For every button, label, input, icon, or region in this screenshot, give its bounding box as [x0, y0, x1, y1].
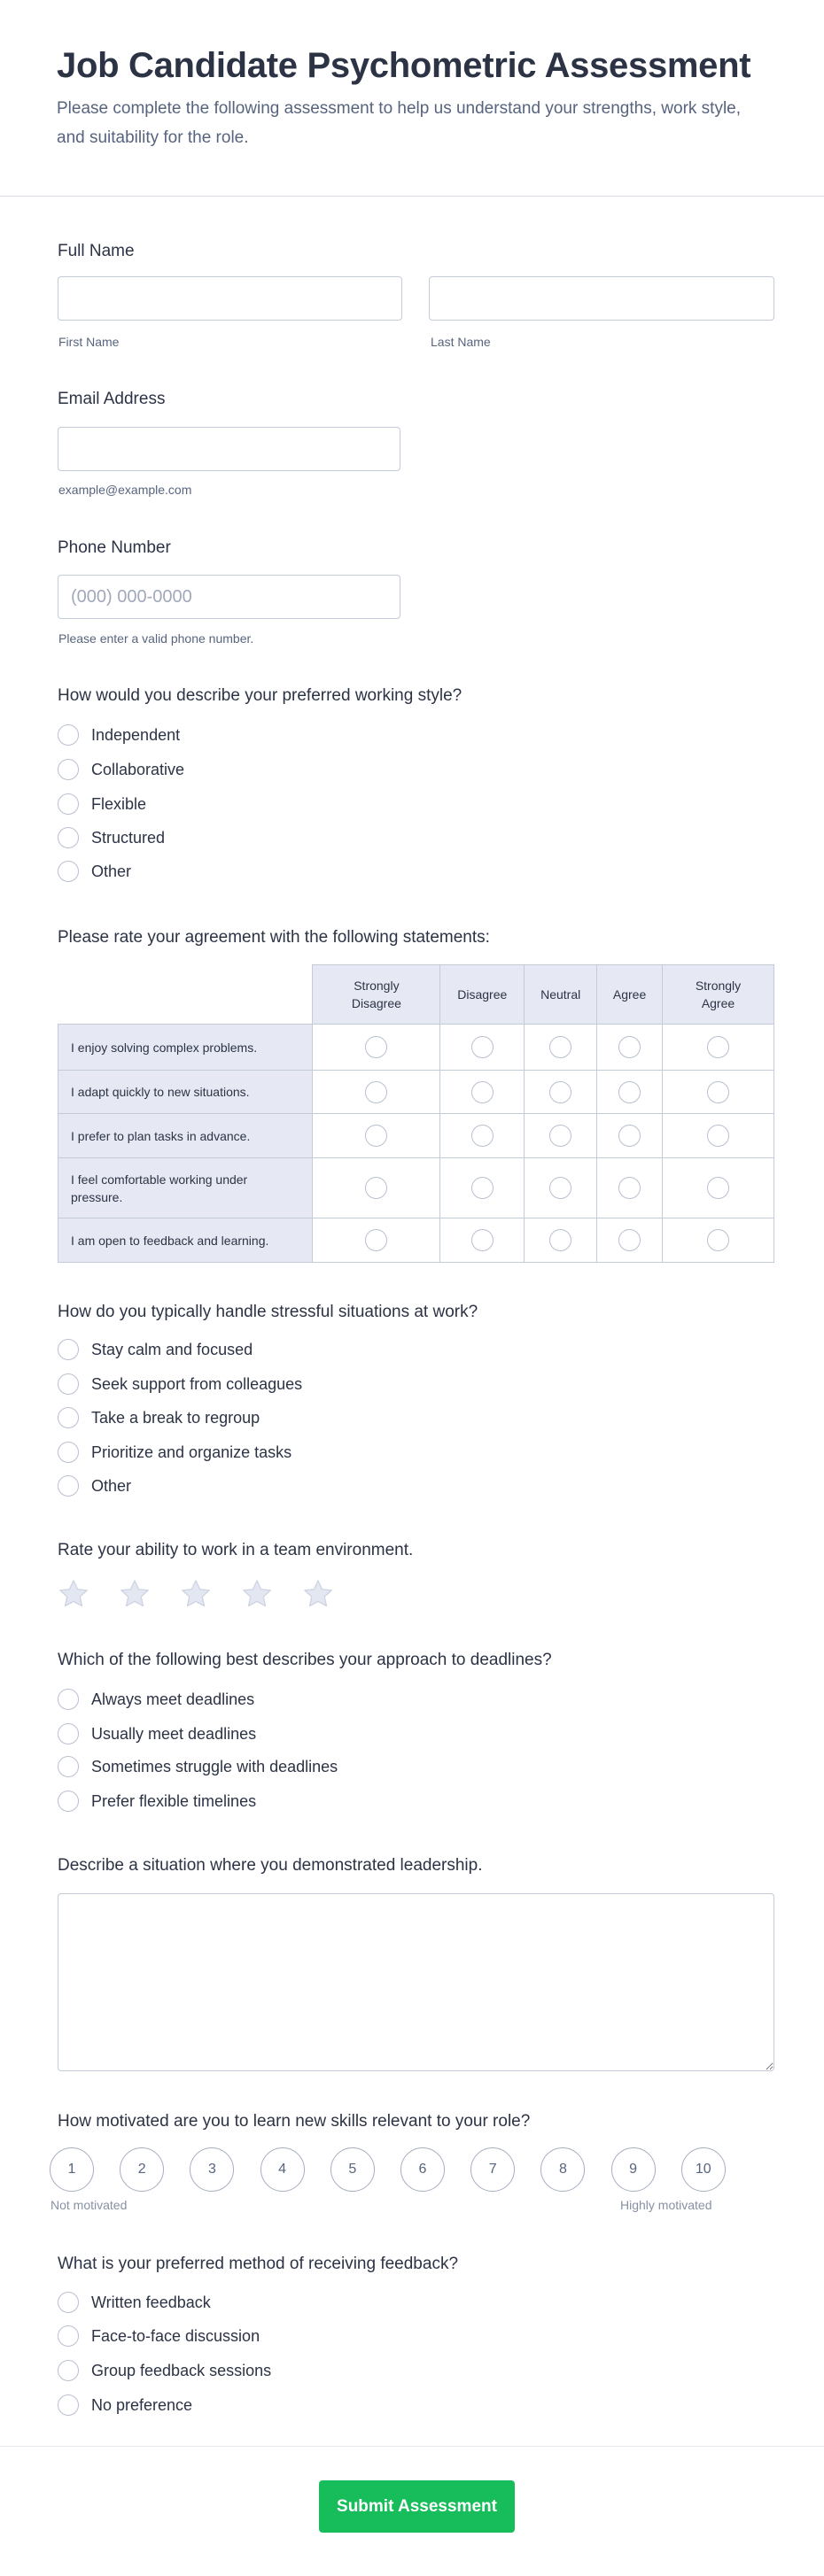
radio-button[interactable]: [707, 1125, 729, 1147]
star-icon[interactable]: [179, 1577, 213, 1611]
matrix-statement: I prefer to plan tasks in advance.: [58, 1114, 313, 1158]
header-divider: [0, 196, 824, 197]
matrix-cell[interactable]: [597, 1071, 663, 1114]
first-name-sublabel: First Name: [58, 335, 120, 349]
matrix-row: [58, 1218, 774, 1263]
matrix-cell[interactable]: [313, 1114, 440, 1158]
option-label: Prioritize and organize tasks: [91, 1443, 292, 1461]
radio-button[interactable]: [58, 2394, 79, 2416]
scale-option[interactable]: 7: [470, 2147, 515, 2192]
option-label: Independent: [91, 725, 181, 744]
option-label: Other: [91, 862, 132, 880]
radio-button[interactable]: [58, 1723, 79, 1744]
matrix-cell[interactable]: [313, 1071, 440, 1114]
matrix-cell[interactable]: [440, 1071, 525, 1114]
matrix-row: [58, 1114, 774, 1158]
stress-option[interactable]: [58, 1473, 131, 1499]
agreement-matrix: [58, 964, 774, 1263]
working-style-option[interactable]: [58, 791, 146, 817]
matrix-cell[interactable]: [663, 1218, 774, 1263]
radio-button[interactable]: [58, 2325, 79, 2347]
radio-button[interactable]: [58, 2360, 79, 2381]
scale-option[interactable]: 4: [260, 2147, 305, 2192]
working-style-question: How would you describe your preferred working style?: [58, 686, 463, 705]
matrix-cell[interactable]: [440, 1025, 525, 1071]
radio-button[interactable]: [549, 1177, 571, 1199]
radio-button[interactable]: [58, 1339, 79, 1360]
radio-button[interactable]: [58, 1475, 79, 1497]
deadlines-option[interactable]: [58, 1686, 254, 1713]
scale-option[interactable]: 5: [330, 2147, 375, 2192]
option-label: Sometimes struggle with deadlines: [91, 1757, 338, 1775]
phone-input[interactable]: [58, 575, 400, 619]
matrix-cell[interactable]: [525, 1025, 597, 1071]
deadlines-option[interactable]: [58, 1721, 256, 1747]
motivation-question: How motivated are you to learn new skills relevant to your role?: [58, 2112, 531, 2131]
email-hint: example@example.com: [58, 483, 192, 497]
last-name-sublabel: Last Name: [431, 335, 491, 349]
phone-hint: Please enter a valid phone number.: [58, 631, 254, 646]
matrix-statement: I am open to feedback and learning.: [58, 1218, 313, 1263]
option-label: Other: [91, 1476, 132, 1495]
radio-button[interactable]: [707, 1036, 729, 1058]
matrix-cell[interactable]: [313, 1158, 440, 1218]
matrix-cell[interactable]: [440, 1158, 525, 1218]
working-style-option[interactable]: [58, 858, 131, 885]
first-name-input[interactable]: [58, 276, 402, 321]
phone-label: Phone Number: [58, 538, 171, 557]
page-subtitle: Please complete the following assessment to help us understand your strengths, work style, and suitability for the role.: [57, 99, 742, 147]
matrix-question: Please rate your agreement with the following statements:: [58, 928, 490, 947]
stress-question: How do you typically handle stressful situations at work?: [58, 1303, 478, 1321]
matrix-column-header: Disagree: [440, 965, 525, 1025]
matrix-cell[interactable]: [440, 1114, 525, 1158]
option-label: Flexible: [91, 794, 147, 813]
matrix-statement: I adapt quickly to new situations.: [58, 1071, 313, 1114]
working-style-option[interactable]: [58, 722, 180, 748]
option-label: Seek support from colleagues: [91, 1374, 303, 1393]
stress-option[interactable]: [58, 1371, 302, 1397]
option-label: Always meet deadlines: [91, 1690, 255, 1708]
leadership-question: Describe a situation where you demonstrated leadership.: [58, 1856, 483, 1875]
star-icon[interactable]: [301, 1577, 335, 1611]
option-label: Structured: [91, 828, 166, 847]
deadlines-option[interactable]: [58, 1753, 338, 1780]
matrix-cell[interactable]: [597, 1025, 663, 1071]
feedback-option[interactable]: [58, 2323, 260, 2349]
matrix-cell[interactable]: [663, 1025, 774, 1071]
feedback-option[interactable]: [58, 2289, 211, 2316]
radio-button[interactable]: [618, 1177, 641, 1199]
radio-button[interactable]: [365, 1125, 387, 1147]
radio-button[interactable]: [58, 1407, 79, 1428]
star-icon[interactable]: [57, 1577, 90, 1611]
matrix-cell[interactable]: [313, 1025, 440, 1071]
feedback-option[interactable]: [58, 2357, 271, 2384]
matrix-cell[interactable]: [597, 1158, 663, 1218]
matrix-corner: [58, 965, 313, 1025]
star-icon[interactable]: [240, 1577, 274, 1611]
feedback-option[interactable]: [58, 2392, 192, 2418]
radio-button[interactable]: [707, 1081, 729, 1103]
star-icon[interactable]: [118, 1577, 152, 1611]
radio-button[interactable]: [58, 1442, 79, 1463]
option-label: Written feedback: [91, 2293, 211, 2311]
radio-button[interactable]: [365, 1036, 387, 1058]
matrix-cell[interactable]: [597, 1114, 663, 1158]
matrix-statement: I enjoy solving complex problems.: [58, 1025, 313, 1071]
matrix-cell[interactable]: [663, 1158, 774, 1218]
radio-button[interactable]: [471, 1125, 494, 1147]
radio-button[interactable]: [471, 1229, 494, 1251]
radio-button[interactable]: [365, 1177, 387, 1199]
radio-button[interactable]: [471, 1081, 494, 1103]
radio-button[interactable]: [618, 1081, 641, 1103]
radio-button[interactable]: [58, 1689, 79, 1710]
option-label: Prefer flexible timelines: [91, 1791, 257, 1810]
radio-button[interactable]: [707, 1177, 729, 1199]
radio-button[interactable]: [58, 793, 79, 815]
matrix-cell[interactable]: [525, 1158, 597, 1218]
option-label: Usually meet deadlines: [91, 1724, 257, 1743]
scale-option[interactable]: 8: [540, 2147, 585, 2192]
matrix-header-row: [58, 965, 774, 1025]
scale-option[interactable]: 6: [400, 2147, 445, 2192]
matrix-cell[interactable]: [525, 1071, 597, 1114]
matrix-cell[interactable]: [663, 1114, 774, 1158]
radio-button[interactable]: [549, 1229, 571, 1251]
page-title: Job Candidate Psychometric Assessment: [57, 46, 751, 85]
radio-button[interactable]: [618, 1229, 641, 1251]
matrix-statement: I feel comfortable working under pressure.: [58, 1158, 313, 1218]
matrix-cell[interactable]: [313, 1218, 440, 1263]
matrix-row: [58, 1158, 774, 1218]
scale-option[interactable]: 3: [190, 2147, 234, 2192]
stress-option[interactable]: [58, 1404, 260, 1431]
radio-button[interactable]: [618, 1125, 641, 1147]
radio-button[interactable]: [58, 1756, 79, 1777]
team-rating-question: Rate your ability to work in a team environment.: [58, 1541, 414, 1559]
scale-option[interactable]: 2: [120, 2147, 164, 2192]
radio-button[interactable]: [58, 1373, 79, 1395]
email-label: Email Address: [58, 390, 166, 408]
option-label: Take a break to regroup: [91, 1408, 260, 1427]
radio-button[interactable]: [707, 1229, 729, 1251]
scale-option[interactable]: 9: [611, 2147, 656, 2192]
email-input[interactable]: [58, 427, 400, 471]
radio-button[interactable]: [549, 1036, 571, 1058]
deadlines-question: Which of the following best describes your approach to deadlines?: [58, 1651, 552, 1669]
option-label: Stay calm and focused: [91, 1340, 253, 1358]
matrix-cell[interactable]: [440, 1218, 525, 1263]
matrix-row: [58, 1025, 774, 1071]
radio-button[interactable]: [58, 724, 79, 746]
scale-max-label: Highly motivated: [620, 2198, 712, 2212]
option-label: Group feedback sessions: [91, 2361, 272, 2379]
option-label: Collaborative: [91, 760, 185, 778]
feedback-question: What is your preferred method of receiving feedback?: [58, 2255, 459, 2273]
radio-button[interactable]: [58, 827, 79, 848]
radio-button[interactable]: [58, 1791, 79, 1812]
footer-divider: [0, 2446, 824, 2447]
radio-button[interactable]: [618, 1036, 641, 1058]
option-label: Face-to-face discussion: [91, 2326, 260, 2345]
leadership-textarea[interactable]: [58, 1893, 774, 2071]
radio-button[interactable]: [58, 861, 79, 882]
working-style-option[interactable]: [58, 756, 184, 783]
matrix-cell[interactable]: [525, 1114, 597, 1158]
submit-button[interactable]: Submit Assessment: [319, 2480, 515, 2533]
radio-button[interactable]: [471, 1177, 494, 1199]
matrix-column-header: Strongly Disagree: [313, 965, 440, 1025]
scale-option[interactable]: 1: [50, 2147, 94, 2192]
radio-button[interactable]: [365, 1229, 387, 1251]
matrix-column-header: Neutral: [525, 965, 597, 1025]
matrix-cell[interactable]: [663, 1071, 774, 1114]
matrix-row: [58, 1071, 774, 1114]
last-name-input[interactable]: [429, 276, 774, 321]
scale-min-label: Not motivated: [51, 2198, 128, 2212]
full-name-label: Full Name: [58, 242, 135, 260]
star-rating: [57, 1577, 335, 1611]
matrix-cell[interactable]: [525, 1218, 597, 1263]
matrix-column-header: Agree: [597, 965, 663, 1025]
stress-option[interactable]: [58, 1336, 253, 1363]
radio-button[interactable]: [549, 1125, 571, 1147]
radio-button[interactable]: [58, 2292, 79, 2313]
scale-option[interactable]: 10: [681, 2147, 726, 2192]
stress-option[interactable]: [58, 1439, 292, 1466]
radio-button[interactable]: [58, 759, 79, 780]
deadlines-option[interactable]: [58, 1788, 256, 1814]
working-style-option[interactable]: [58, 824, 165, 851]
radio-button[interactable]: [365, 1081, 387, 1103]
option-label: No preference: [91, 2395, 193, 2414]
radio-button[interactable]: [471, 1036, 494, 1058]
matrix-cell[interactable]: [597, 1218, 663, 1263]
radio-button[interactable]: [549, 1081, 571, 1103]
matrix-column-header: Strongly Agree: [663, 965, 774, 1025]
